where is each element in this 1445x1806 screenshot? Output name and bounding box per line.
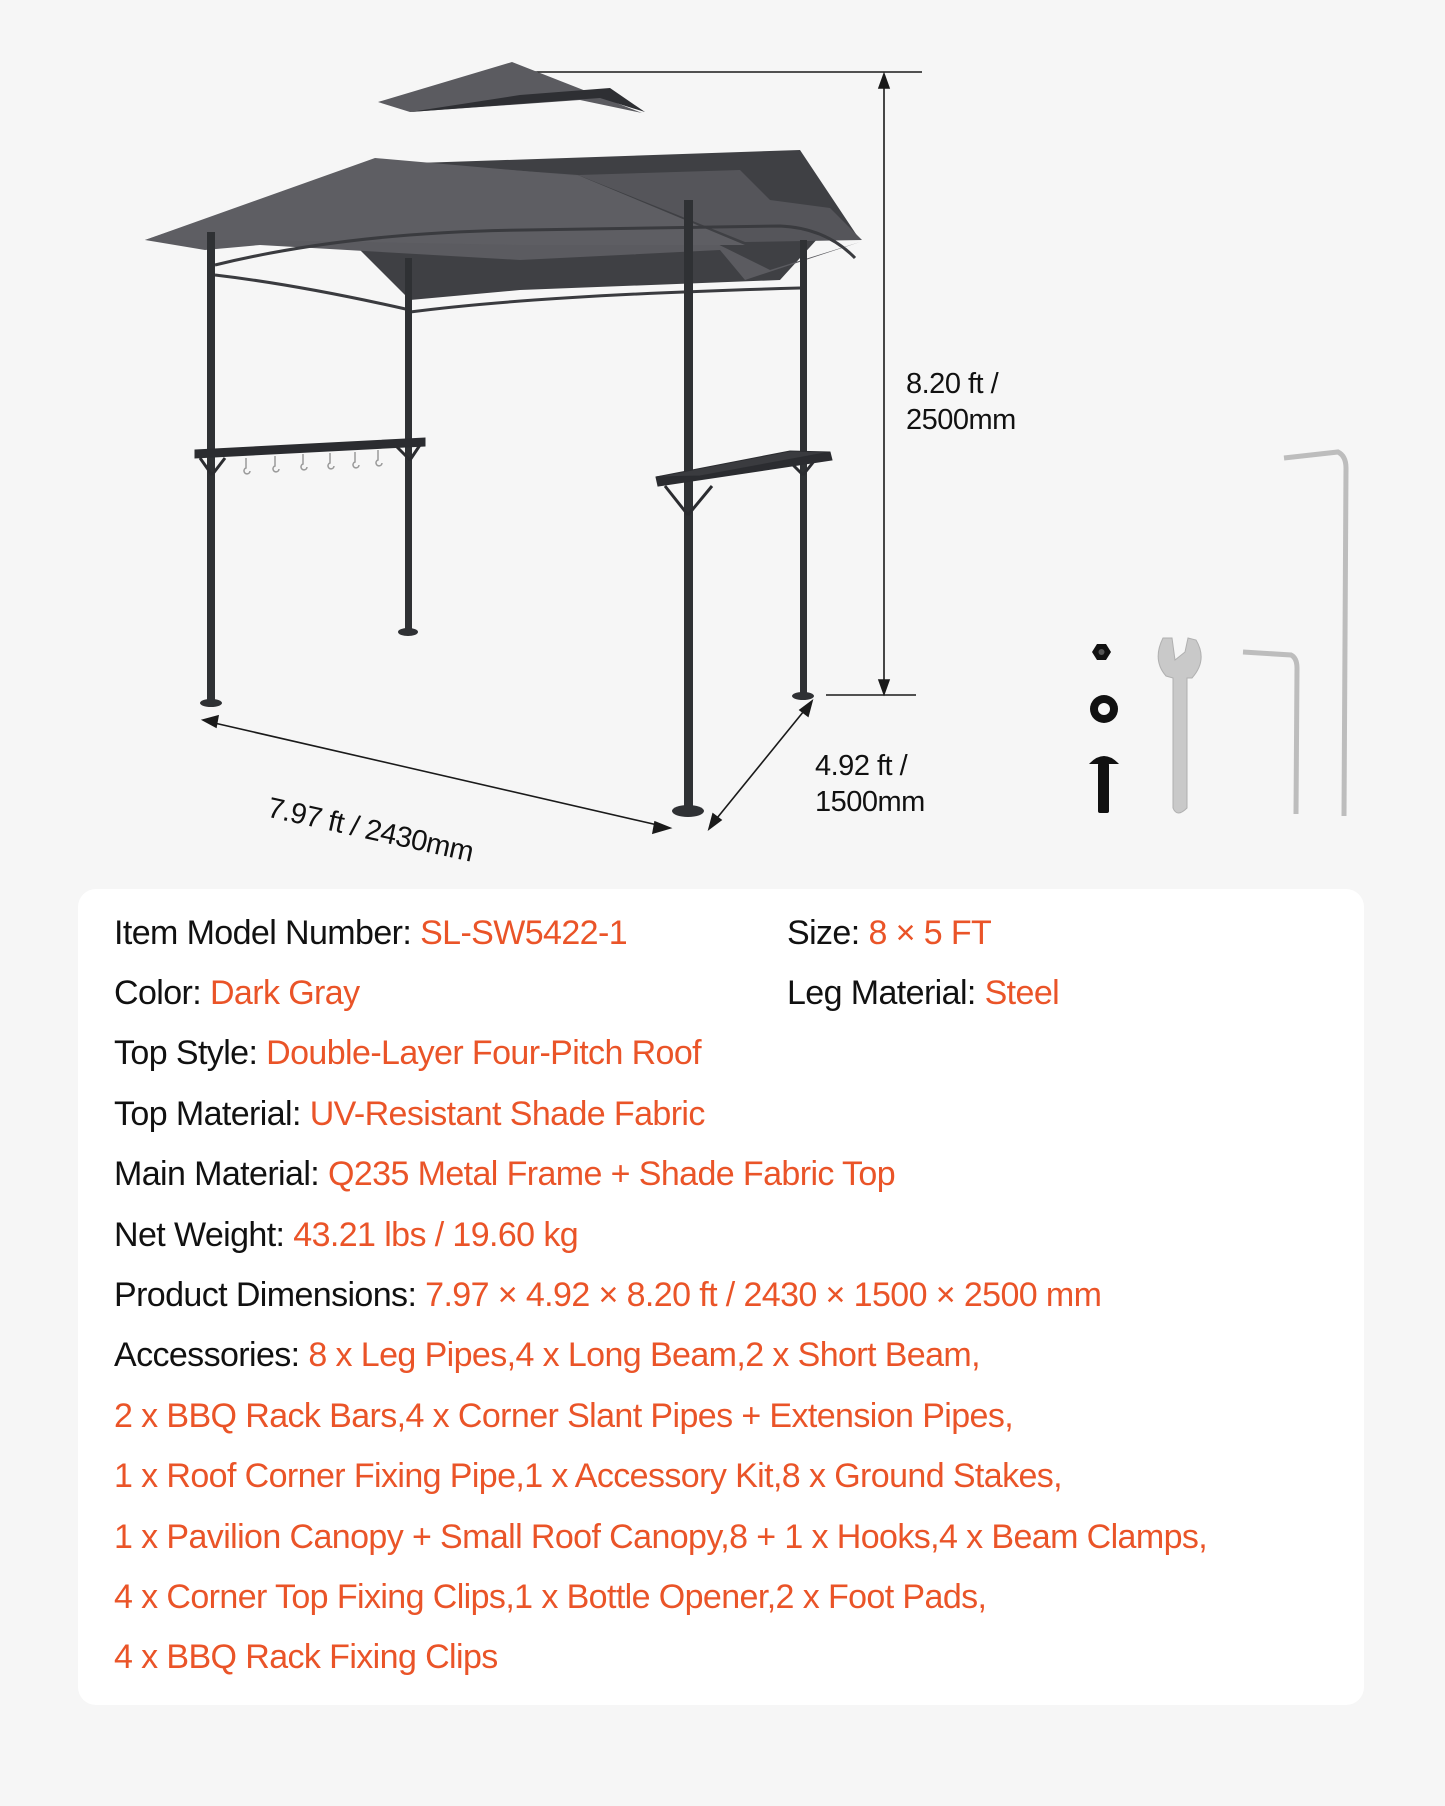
left-shelf [195, 438, 425, 475]
depth-dimension-line [709, 701, 812, 829]
spec-color: Color: Dark Gray [114, 974, 360, 1012]
spec-card [78, 889, 1364, 1705]
long-allen-key-icon [1284, 452, 1346, 816]
spec-main-material: Main Material: Q235 Metal Frame + Shade Fabric Top [114, 1155, 896, 1193]
washer-icon [1090, 695, 1118, 723]
accessories-line: 4 x Corner Top Fixing Clips,1 x Bottle Opener,2 x Foot Pads, [114, 1578, 987, 1616]
hex-nut-icon [1092, 644, 1111, 660]
height-dimension-label: 8.20 ft / 2500mm [906, 368, 1016, 436]
spec-model-number: Item Model Number: SL-SW5422-1 [114, 914, 628, 952]
gazebo-illustration [0, 0, 1445, 880]
accessories-line: 1 x Roof Corner Fixing Pipe,1 x Accessory Kit,8 x Ground Stakes, [114, 1457, 1063, 1495]
spec-accessories: Accessories: 8 x Leg Pipes,4 x Long Beam,2 x Short Beam, [114, 1336, 980, 1374]
spec-size: Size: 8 × 5 FT [787, 914, 992, 952]
accessories-line: 4 x BBQ Rack Fixing Clips [114, 1638, 498, 1676]
spec-product-dimensions: Product Dimensions: 7.97 × 4.92 × 8.20 ft / 2430 × 1500 × 2500 mm [114, 1276, 1102, 1314]
depth-dimension-label: 4.92 ft / 1500mm [815, 750, 925, 818]
canopy-top-layer [378, 62, 642, 113]
product-figure [0, 0, 1445, 880]
small-allen-key-icon [1243, 652, 1297, 814]
width-dimension-label: 7.97 ft / 2430mm [264, 791, 477, 869]
wrench-icon [1158, 638, 1201, 813]
spec-top-material: Top Material: UV-Resistant Shade Fabric [114, 1095, 705, 1133]
spec-net-weight: Net Weight: 43.21 lbs / 19.60 kg [114, 1216, 579, 1254]
spec-top-style: Top Style: Double-Layer Four-Pitch Roof [114, 1034, 702, 1072]
bolt-icon [1089, 756, 1119, 813]
spec-leg-material: Leg Material: Steel [787, 974, 1060, 1012]
gazebo-legs [200, 200, 814, 817]
accessories-line: 2 x BBQ Rack Bars,4 x Corner Slant Pipes + Extension Pipes, [114, 1397, 1014, 1435]
accessories-line: 1 x Pavilion Canopy + Small Roof Canopy,8 + 1 x Hooks,4 x Beam Clamps, [114, 1518, 1208, 1556]
